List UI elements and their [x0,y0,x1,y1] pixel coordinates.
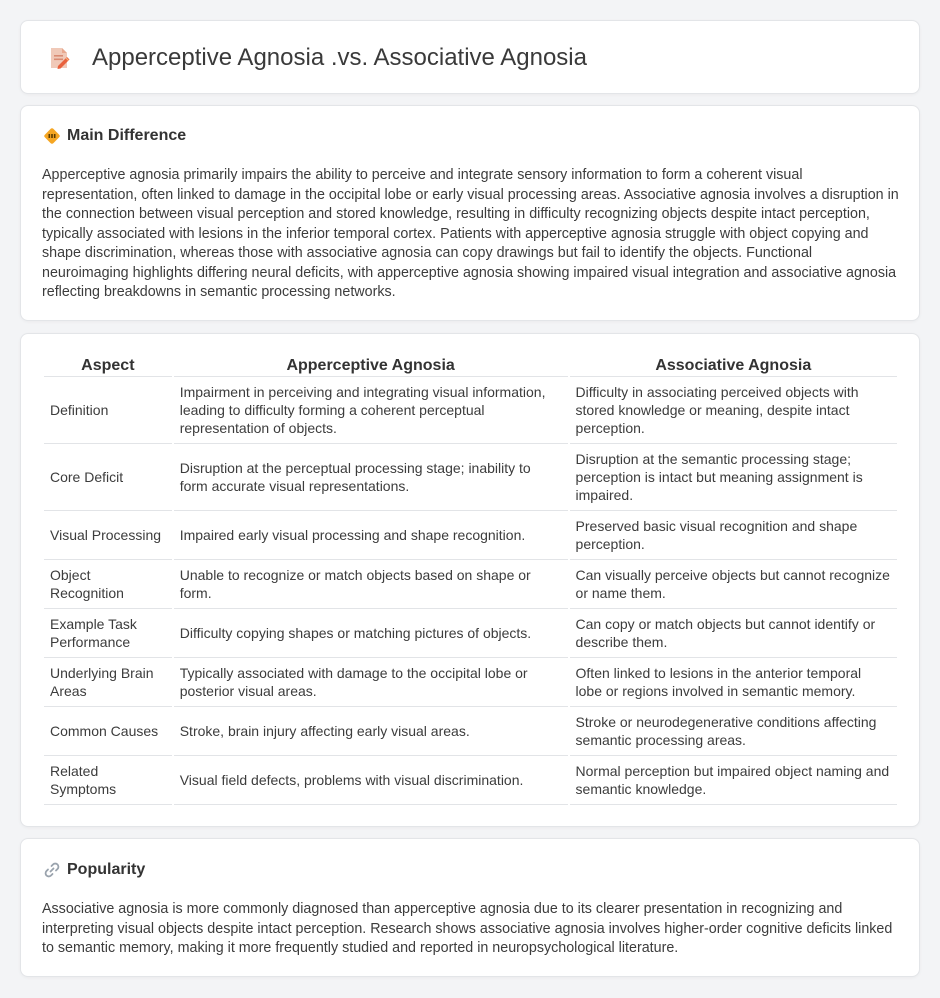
main-difference-title: Main Difference [67,127,187,144]
associative-cell: Disruption at the semantic processing stage; perception is intact but meaning assignment is impaired. [570,444,897,511]
comparison-table [42,354,899,805]
apperceptive-cell: Disruption at the perceptual processing stage; inability to form accurate visual representations. [174,444,568,511]
apperceptive-cell: Visual field defects, problems with visual discrimination. [174,756,568,805]
table-row [44,756,897,805]
page-title: Apperceptive Agnosia .vs. Associative Agnosia [92,44,587,71]
table-row [44,707,897,756]
main-difference-text: Apperceptive agnosia primarily impairs the ability to perceive and integrate sensory information to form a coherent visual representation, often linked to damage in the occipital lobe or early visual processing areas. Associative agnosia involves a disruption in the connection between visual perception and stored knowledge, resulting in difficulty recognizing objects despite intact perception, typically associated with lesions in the inferior temporal cortex. Patients with apperceptive agnosia struggle with object copying and shape discrimination, whereas those with associative agnosia can copy drawings but fail to identify the objects. Functional neuroimaging highlights differing neural deficits, with apperceptive agnosia showing impaired visual integration and associative agnosia reflecting breakdowns in semantic processing networks. [42,167,899,300]
aspect-cell: Visual Processing [44,511,172,560]
apperceptive-cell: Difficulty copying shapes or matching pictures of objects. [174,609,568,658]
table-row [44,444,897,511]
table-row [44,560,897,609]
associative-cell: Difficulty in associating perceived objects with stored knowledge or meaning, despite intact perception. [570,377,897,444]
table-row [44,377,897,444]
table-row [44,609,897,658]
aspect-cell: Common Causes [44,707,172,756]
column-header: Apperceptive Agnosia [174,354,568,377]
table-row [44,658,897,707]
main-difference-card [20,105,920,321]
column-header: Aspect [44,354,172,377]
associative-cell: Can copy or match objects but cannot identify or describe them. [570,609,897,658]
associative-cell: Can visually perceive objects but cannot recognize or name them. [570,560,897,609]
associative-cell: Normal perception but impaired object naming and semantic knowledge. [570,756,897,805]
aspect-cell: Definition [44,377,172,444]
associative-cell: Stroke or neurodegenerative conditions affecting semantic processing areas. [570,707,897,756]
popularity-heading [43,861,145,879]
aspect-cell: Core Deficit [44,444,172,511]
column-header: Associative Agnosia [570,354,897,377]
aspect-cell: Underlying Brain Areas [44,658,172,707]
popularity-title: Popularity [67,861,146,878]
associative-cell: Preserved basic visual recognition and shape perception. [570,511,897,560]
table-header-row [44,354,897,377]
document-pencil-icon [47,46,71,70]
link-icon [43,861,61,879]
popularity-text: Associative agnosia is more commonly diagnosed than apperceptive agnosia due to its clearer presentation in recognizing and interpreting visual objects despite intact perception. Research shows associative agnosia involves higher-order cognitive deficits linked to semantic memory, making it more frequently studied and reported in neuropsychological literature. [42,901,893,956]
table-row [44,511,897,560]
apperceptive-cell: Unable to recognize or match objects based on shape or form. [174,560,568,609]
comparison-card [20,333,920,827]
aspect-cell: Related Symptoms [44,756,172,805]
title-card [20,20,920,94]
main-difference-heading [43,127,186,145]
aspect-cell: Example Task Performance [44,609,172,658]
aspect-cell: Object Recognition [44,560,172,609]
apperceptive-cell: Impaired early visual processing and shape recognition. [174,511,568,560]
popularity-card [20,838,920,977]
associative-cell: Often linked to lesions in the anterior temporal lobe or regions involved in semantic memory. [570,658,897,707]
diamond-warning-icon [43,127,61,145]
apperceptive-cell: Stroke, brain injury affecting early visual areas. [174,707,568,756]
apperceptive-cell: Typically associated with damage to the occipital lobe or posterior visual areas. [174,658,568,707]
apperceptive-cell: Impairment in perceiving and integrating visual information, leading to difficulty forming a coherent perceptual representation of objects. [174,377,568,444]
